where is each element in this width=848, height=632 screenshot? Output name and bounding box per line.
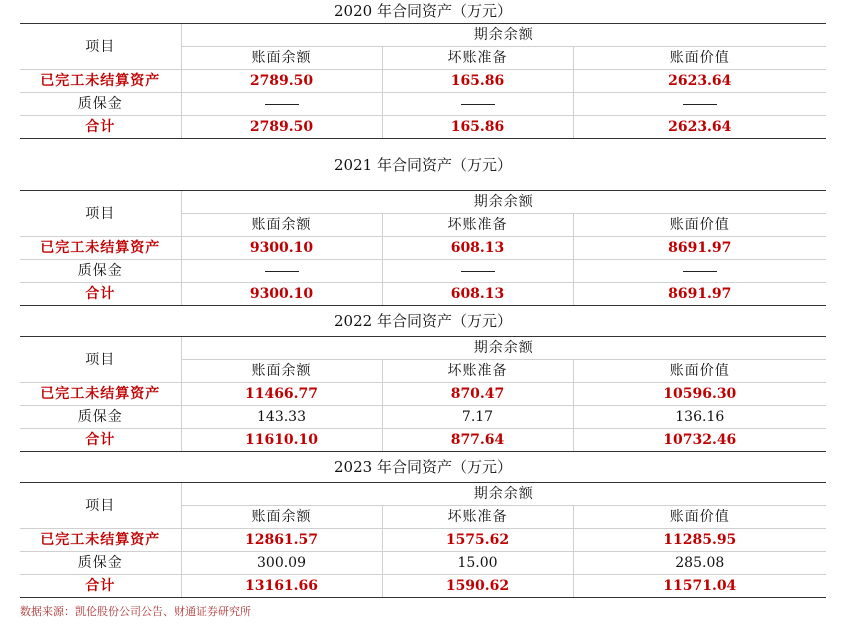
book-value-cell: 8691.97 bbox=[573, 237, 826, 260]
bad-debt-cell bbox=[382, 93, 573, 116]
book-balance-cell: 9300.10 bbox=[181, 283, 382, 306]
bad-debt-cell: 1590.62 bbox=[382, 575, 573, 598]
book-balance-cell: 13161.66 bbox=[181, 575, 382, 598]
row-label: 合计 bbox=[20, 116, 181, 139]
table-row bbox=[20, 383, 826, 406]
book-value-cell: 136.16 bbox=[573, 406, 826, 429]
table-row bbox=[20, 116, 826, 139]
book-value-header: 账面价值 bbox=[573, 47, 826, 70]
period-balance-header: 期余余额 bbox=[181, 24, 826, 47]
header-row bbox=[20, 337, 826, 360]
data-source-note: 数据来源：凯伦股份公司公告、财通证券研究所 bbox=[20, 605, 251, 618]
empty-dash bbox=[461, 271, 495, 272]
row-label: 合计 bbox=[20, 429, 181, 452]
book-balance-cell: 300.09 bbox=[181, 552, 382, 575]
book-balance-cell bbox=[181, 93, 382, 116]
bad-debt-header: 坏账准备 bbox=[382, 506, 573, 529]
row-label: 已完工未结算资产 bbox=[20, 237, 181, 260]
book-balance-cell: 2789.50 bbox=[181, 116, 382, 139]
book-balance-cell: 143.33 bbox=[181, 406, 382, 429]
item-header: 项目 bbox=[20, 483, 181, 529]
book-value-cell: 10732.46 bbox=[573, 429, 826, 452]
book-value-header: 账面价值 bbox=[573, 360, 826, 383]
book-value-cell: 11285.95 bbox=[573, 529, 826, 552]
book-balance-cell: 11466.77 bbox=[181, 383, 382, 406]
book-balance-header: 账面余额 bbox=[181, 214, 382, 237]
empty-dash bbox=[683, 271, 717, 272]
period-balance-header: 期余余额 bbox=[181, 483, 826, 506]
table-title-2020: 2020 年合同资产（万元） bbox=[334, 2, 512, 20]
table-title-2021: 2021 年合同资产（万元） bbox=[334, 156, 512, 174]
header-row bbox=[20, 483, 826, 506]
row-label: 已完工未结算资产 bbox=[20, 70, 181, 93]
contract-assets-table-2020 bbox=[20, 23, 826, 139]
period-balance-header: 期余余额 bbox=[181, 337, 826, 360]
table-row bbox=[20, 406, 826, 429]
empty-dash bbox=[265, 271, 299, 272]
book-value-cell: 11571.04 bbox=[573, 575, 826, 598]
table-row bbox=[20, 283, 826, 306]
bad-debt-cell: 165.86 bbox=[382, 116, 573, 139]
bad-debt-cell: 1575.62 bbox=[382, 529, 573, 552]
book-balance-cell: 12861.57 bbox=[181, 529, 382, 552]
bad-debt-cell: 608.13 bbox=[382, 283, 573, 306]
book-value-cell: 8691.97 bbox=[573, 283, 826, 306]
row-label: 合计 bbox=[20, 575, 181, 598]
bad-debt-cell: 870.47 bbox=[382, 383, 573, 406]
book-value-cell: 2623.64 bbox=[573, 116, 826, 139]
contract-assets-table-2021 bbox=[20, 190, 826, 306]
row-label: 质保金 bbox=[20, 93, 181, 116]
book-value-cell: 285.08 bbox=[573, 552, 826, 575]
book-balance-cell: 2789.50 bbox=[181, 70, 382, 93]
table-title-2022: 2022 年合同资产（万元） bbox=[334, 312, 512, 330]
book-balance-header: 账面余额 bbox=[181, 360, 382, 383]
book-value-cell bbox=[573, 260, 826, 283]
bad-debt-header: 坏账准备 bbox=[382, 47, 573, 70]
bad-debt-cell: 15.00 bbox=[382, 552, 573, 575]
bad-debt-cell: 7.17 bbox=[382, 406, 573, 429]
table-row bbox=[20, 552, 826, 575]
row-label: 已完工未结算资产 bbox=[20, 383, 181, 406]
book-value-cell bbox=[573, 93, 826, 116]
book-balance-header: 账面余额 bbox=[181, 47, 382, 70]
row-label: 质保金 bbox=[20, 406, 181, 429]
table-row bbox=[20, 429, 826, 452]
book-value-header: 账面价值 bbox=[573, 506, 826, 529]
book-balance-cell: 9300.10 bbox=[181, 237, 382, 260]
item-header: 项目 bbox=[20, 24, 181, 70]
item-header: 项目 bbox=[20, 191, 181, 237]
bad-debt-cell: 877.64 bbox=[382, 429, 573, 452]
book-balance-cell bbox=[181, 260, 382, 283]
row-label: 质保金 bbox=[20, 552, 181, 575]
empty-dash bbox=[683, 104, 717, 105]
book-balance-cell: 11610.10 bbox=[181, 429, 382, 452]
book-balance-header: 账面余额 bbox=[181, 506, 382, 529]
bad-debt-cell bbox=[382, 260, 573, 283]
table-row bbox=[20, 260, 826, 283]
period-balance-header: 期余余额 bbox=[181, 191, 826, 214]
bad-debt-header: 坏账准备 bbox=[382, 214, 573, 237]
table-row bbox=[20, 70, 826, 93]
book-value-cell: 10596.30 bbox=[573, 383, 826, 406]
row-label: 合计 bbox=[20, 283, 181, 306]
empty-dash bbox=[265, 104, 299, 105]
table-row bbox=[20, 237, 826, 260]
header-row bbox=[20, 191, 826, 214]
bad-debt-cell: 608.13 bbox=[382, 237, 573, 260]
row-label: 质保金 bbox=[20, 260, 181, 283]
contract-assets-table-2023 bbox=[20, 482, 826, 598]
contract-assets-table-2022 bbox=[20, 336, 826, 452]
book-value-cell: 2623.64 bbox=[573, 70, 826, 93]
header-row bbox=[20, 24, 826, 47]
row-label: 已完工未结算资产 bbox=[20, 529, 181, 552]
bad-debt-header: 坏账准备 bbox=[382, 360, 573, 383]
bad-debt-cell: 165.86 bbox=[382, 70, 573, 93]
empty-dash bbox=[461, 104, 495, 105]
table-title-2023: 2023 年合同资产（万元） bbox=[334, 458, 512, 476]
item-header: 项目 bbox=[20, 337, 181, 383]
table-row bbox=[20, 93, 826, 116]
table-row bbox=[20, 529, 826, 552]
book-value-header: 账面价值 bbox=[573, 214, 826, 237]
table-row bbox=[20, 575, 826, 598]
